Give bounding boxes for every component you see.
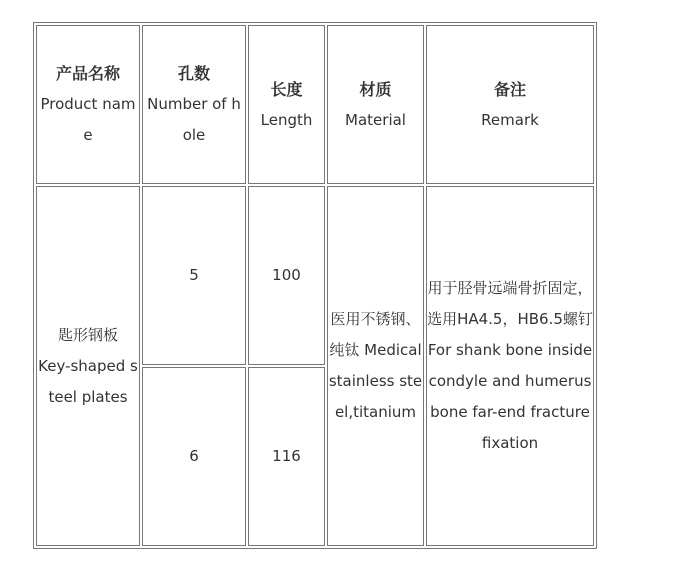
header-material-en: Material	[345, 110, 406, 129]
header-holes	[142, 25, 246, 184]
product-spec-table	[33, 22, 597, 549]
remark-zh: 用于胫骨远端骨折固定，选用HA4.5，HB6.5螺钉	[427, 279, 593, 328]
header-holes-zh: 孔数	[177, 64, 210, 83]
header-remark-zh: 备注	[493, 79, 526, 99]
header-length	[248, 25, 325, 184]
remark-en: For shank bone inside condyle and humerus bone far-end fracture fixation	[427, 341, 593, 452]
holes-cell: 6	[142, 367, 246, 546]
header-remark-en: Remark	[481, 110, 539, 129]
header-material	[327, 25, 424, 184]
length-cell: 100	[248, 186, 325, 365]
product-name-zh: 匙形钢板	[57, 325, 118, 344]
length-cell: 116	[248, 367, 325, 546]
header-product-name-en: Product name	[40, 95, 136, 144]
header-length-en: Length	[260, 110, 313, 129]
header-remark	[426, 25, 594, 184]
header-product-name	[36, 25, 140, 184]
product-name-en: Key-shaped steel plates	[38, 356, 138, 406]
header-material-zh: 材质	[359, 79, 392, 99]
header-holes-en: Number of hole	[147, 95, 241, 144]
remark-cell	[426, 186, 594, 546]
holes-cell: 5	[142, 186, 246, 365]
header-row	[36, 25, 594, 184]
header-product-name-zh: 产品名称	[55, 64, 120, 83]
header-length-zh: 长度	[270, 79, 303, 99]
product-name-cell	[36, 186, 140, 546]
table-row	[36, 186, 594, 365]
material-cell: 医用不锈钢、纯钛 Medical stainless steel,titanium	[327, 186, 424, 546]
